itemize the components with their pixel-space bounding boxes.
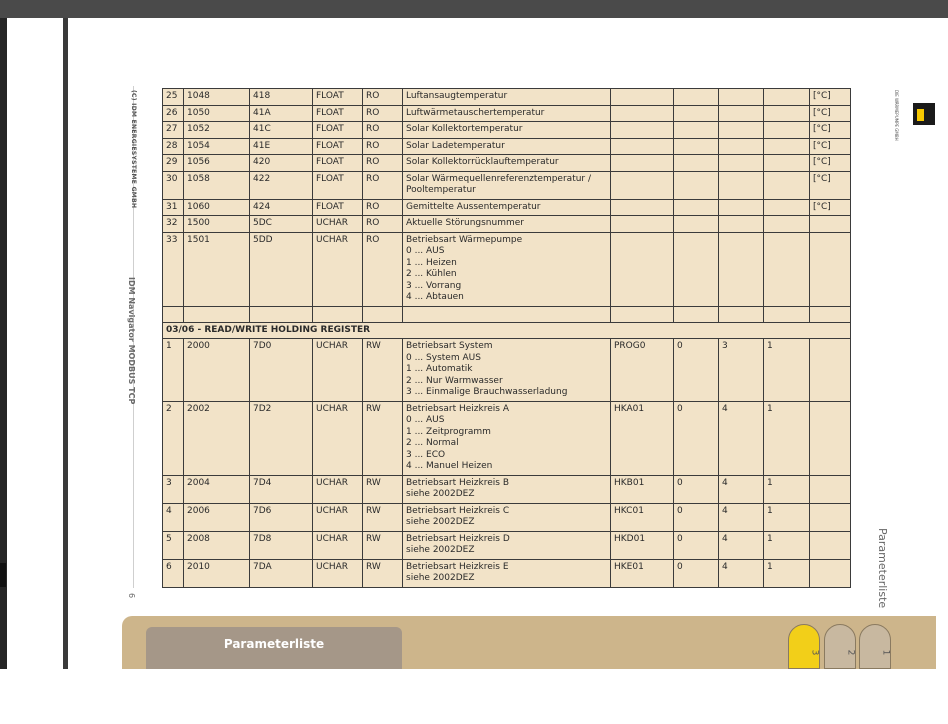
register-dec: 1050 [184,105,250,122]
table-row [163,531,851,559]
row-number: 4 [163,503,184,531]
table-row-blank [163,306,851,322]
table-row [163,171,851,199]
description-line: Aktuelle Störungsnummer [406,218,524,228]
access-mode: RW [363,503,403,531]
previous-page-strip [7,18,63,669]
description-line: 2 ... Normal [406,438,459,448]
max-value: 4 [719,503,764,531]
data-type: UCHAR [313,232,363,306]
page-tab-label: 2 [845,649,856,656]
register-hex: 41A [250,105,313,122]
step-value [764,199,810,216]
data-type: UCHAR [313,559,363,587]
min-value [674,105,719,122]
description [403,232,611,306]
description-line: 3 ... Vorrang [406,280,462,291]
description [403,171,611,199]
description-line: Betriebsart Heizkreis B [406,477,509,488]
row-number: 1 [163,339,184,402]
description-line: 4 ... Manuel Heizen [406,461,493,471]
step-value [764,105,810,122]
register-hex: 7D4 [250,475,313,503]
logo-tagline: DIE WÄRMEPUMPE GMBH [894,90,899,141]
viewer-top-bar [0,0,948,18]
access-mode: RW [363,531,403,559]
min-value [674,232,719,306]
description [403,89,611,106]
footer-tab-label: Parameterliste [223,637,325,651]
description [403,216,611,233]
table-row [163,155,851,172]
description-line: 2 ... Nur Warmwasser [406,375,503,386]
unit [810,401,851,475]
code: HKD01 [611,531,674,559]
description-line: siehe 2002DEZ [406,545,475,555]
logo-mark [917,109,924,121]
min-value [674,199,719,216]
step-value [764,155,810,172]
description-line: 1 ... Zeitprogramm [406,426,491,437]
description-line: 0 ... AUS [406,415,445,425]
table-row [163,339,851,402]
access-mode: RO [363,199,403,216]
code [611,199,674,216]
access-mode: RO [363,89,403,106]
unit: [°C] [810,105,851,122]
min-value: 0 [674,339,719,402]
step-value: 1 [764,475,810,503]
access-mode: RO [363,171,403,199]
table-row [163,122,851,139]
min-value [674,155,719,172]
description-line: Betriebsart Heizkreis A [406,403,509,414]
data-type: FLOAT [313,155,363,172]
data-type: UCHAR [313,401,363,475]
unit: [°C] [810,199,851,216]
table-row [163,216,851,233]
max-value [719,105,764,122]
row-number: 26 [163,105,184,122]
min-value: 0 [674,475,719,503]
description-line: Luftansaugtemperatur [406,91,508,101]
row-number: 28 [163,138,184,155]
unit [810,559,851,587]
row-number: 25 [163,89,184,106]
description-line: 3 ... ECO [406,449,446,460]
max-value: 4 [719,475,764,503]
description-line: Betriebsart Heizkreis D [406,533,510,544]
access-mode: RW [363,401,403,475]
copyright-note: (C) IDM ENERGIESYSTEME GMBH [130,90,137,209]
data-type: UCHAR [313,531,363,559]
code [611,122,674,139]
description-line: Betriebsart System [406,341,493,351]
min-value [674,122,719,139]
row-number: 3 [163,475,184,503]
description [403,155,611,172]
step-value [764,89,810,106]
description-line: 4 ... Abtauen [406,292,464,302]
description-line: 1 ... Automatik [406,364,473,374]
row-number: 32 [163,216,184,233]
code [611,105,674,122]
register-dec: 2008 [184,531,250,559]
step-value [764,232,810,306]
page-number: 6 [127,593,136,599]
left-edge-tab [0,563,6,587]
row-number: 29 [163,155,184,172]
register-hex: 7D8 [250,531,313,559]
step-value [764,216,810,233]
data-type: FLOAT [313,171,363,199]
description [403,401,611,475]
page-tab-2[interactable] [824,624,856,669]
step-value [764,171,810,199]
description-line: 2 ... Kühlen [406,269,457,279]
description-line: Gemittelte Aussentemperatur [406,201,541,212]
description-line: siehe 2002DEZ [406,489,475,499]
data-type: FLOAT [313,105,363,122]
register-dec: 2000 [184,339,250,402]
data-type: UCHAR [313,339,363,402]
max-value [719,199,764,216]
step-value: 1 [764,559,810,587]
unit: [°C] [810,138,851,155]
data-type: FLOAT [313,199,363,216]
max-value [719,122,764,139]
code: HKC01 [611,503,674,531]
footer-tab-parameterliste[interactable] [146,627,402,669]
min-value [674,216,719,233]
document-title: IDM Navigator MODBUS TCP [127,277,136,405]
table-row [163,559,851,587]
unit [810,339,851,402]
unit: [°C] [810,89,851,106]
register-dec: 1058 [184,171,250,199]
register-hex: 5DD [250,232,313,306]
description-line: 1 ... Heizen [406,257,457,268]
min-value: 0 [674,531,719,559]
row-number: 31 [163,199,184,216]
table-row [163,475,851,503]
max-value: 4 [719,401,764,475]
step-value: 1 [764,401,810,475]
access-mode: RO [363,105,403,122]
register-hex: 7D2 [250,401,313,475]
data-type: FLOAT [313,122,363,139]
description-line: 3 ... Einmalige Brauchwasserladung [406,387,568,397]
row-number: 6 [163,559,184,587]
idm-logo-icon [913,103,935,125]
register-dec: 1060 [184,199,250,216]
row-number: 27 [163,122,184,139]
register-dec: 1048 [184,89,250,106]
access-mode: RO [363,232,403,306]
unit: [°C] [810,155,851,172]
description [403,199,611,216]
register-hex: 420 [250,155,313,172]
access-mode: RO [363,216,403,233]
code [611,155,674,172]
code [611,216,674,233]
description-line: Luftwärmetauschertemperatur [406,107,545,118]
table-row [163,105,851,122]
code: HKB01 [611,475,674,503]
max-value: 4 [719,531,764,559]
max-value: 4 [719,559,764,587]
unit [810,531,851,559]
min-value [674,138,719,155]
access-mode: RO [363,122,403,139]
row-number: 2 [163,401,184,475]
code: HKE01 [611,559,674,587]
data-type: UCHAR [313,216,363,233]
register-hex: 424 [250,199,313,216]
access-mode: RW [363,339,403,402]
max-value [719,155,764,172]
access-mode: RW [363,559,403,587]
register-hex: 41C [250,122,313,139]
description [403,122,611,139]
min-value [674,89,719,106]
description [403,105,611,122]
page-tab-label: 3 [809,649,820,656]
row-number: 33 [163,232,184,306]
code [611,171,674,199]
register-dec: 1056 [184,155,250,172]
description-line: Solar Ladetemperatur [406,140,505,151]
register-dec: 1500 [184,216,250,233]
section-header: 03/06 - READ/WRITE HOLDING REGISTER [163,322,851,339]
description-line: Betriebsart Heizkreis C [406,505,510,516]
description [403,503,611,531]
code: HKA01 [611,401,674,475]
data-type: UCHAR [313,503,363,531]
table-row [163,232,851,306]
access-mode: RW [363,475,403,503]
min-value: 0 [674,401,719,475]
step-value: 1 [764,339,810,402]
step-value [764,122,810,139]
description-line: siehe 2002DEZ [406,573,475,583]
description-line: Betriebsart Wärmepumpe [406,234,523,245]
code [611,89,674,106]
register-dec: 2004 [184,475,250,503]
description [403,339,611,402]
description-line: Betriebsart Heizkreis E [406,561,509,572]
code: PROG0 [611,339,674,402]
code [611,232,674,306]
table-row [163,89,851,106]
max-value [719,232,764,306]
description [403,138,611,155]
max-value [719,171,764,199]
parameter-table [162,88,851,588]
register-hex: 7D0 [250,339,313,402]
max-value: 3 [719,339,764,402]
step-value [764,138,810,155]
section-header-row [163,322,851,339]
table-row [163,503,851,531]
register-dec: 1054 [184,138,250,155]
register-hex: 41E [250,138,313,155]
min-value [674,171,719,199]
max-value [719,138,764,155]
unit: [°C] [810,171,851,199]
description [403,475,611,503]
data-type: UCHAR [313,475,363,503]
table-row [163,138,851,155]
description-line: Solar Kollektortemperatur [406,124,523,134]
description-line: 0 ... AUS [406,246,445,256]
unit: [°C] [810,122,851,139]
page-tab-3[interactable] [788,624,820,669]
side-title: Parameterliste [876,528,889,609]
table-row [163,199,851,216]
register-dec: 2010 [184,559,250,587]
max-value [719,89,764,106]
register-hex: 418 [250,89,313,106]
description-line: Solar Wärmequellenreferenztemperatur / [406,173,592,184]
description-line: siehe 2002DEZ [406,517,475,527]
min-value: 0 [674,559,719,587]
row-number: 30 [163,171,184,199]
step-value: 1 [764,531,810,559]
row-number: 5 [163,531,184,559]
register-hex: 7D6 [250,503,313,531]
register-hex: 7DA [250,559,313,587]
register-hex: 422 [250,171,313,199]
step-value: 1 [764,503,810,531]
unit [810,475,851,503]
unit [810,216,851,233]
description [403,559,611,587]
description-line: 0 ... System AUS [406,352,481,363]
page-tab-label: 1 [880,649,891,656]
register-dec: 2002 [184,401,250,475]
max-value [719,216,764,233]
register-dec: 2006 [184,503,250,531]
description [403,531,611,559]
unit [810,232,851,306]
page-tab-1[interactable] [859,624,891,669]
description-line: Solar Kollektorrücklauftemperatur [406,157,559,167]
code [611,138,674,155]
access-mode: RO [363,138,403,155]
description-line: Pooltemperatur [406,185,476,195]
access-mode: RO [363,155,403,172]
data-type: FLOAT [313,89,363,106]
register-hex: 5DC [250,216,313,233]
table-row [163,401,851,475]
min-value: 0 [674,503,719,531]
unit [810,503,851,531]
register-dec: 1052 [184,122,250,139]
data-type: FLOAT [313,138,363,155]
register-dec: 1501 [184,232,250,306]
